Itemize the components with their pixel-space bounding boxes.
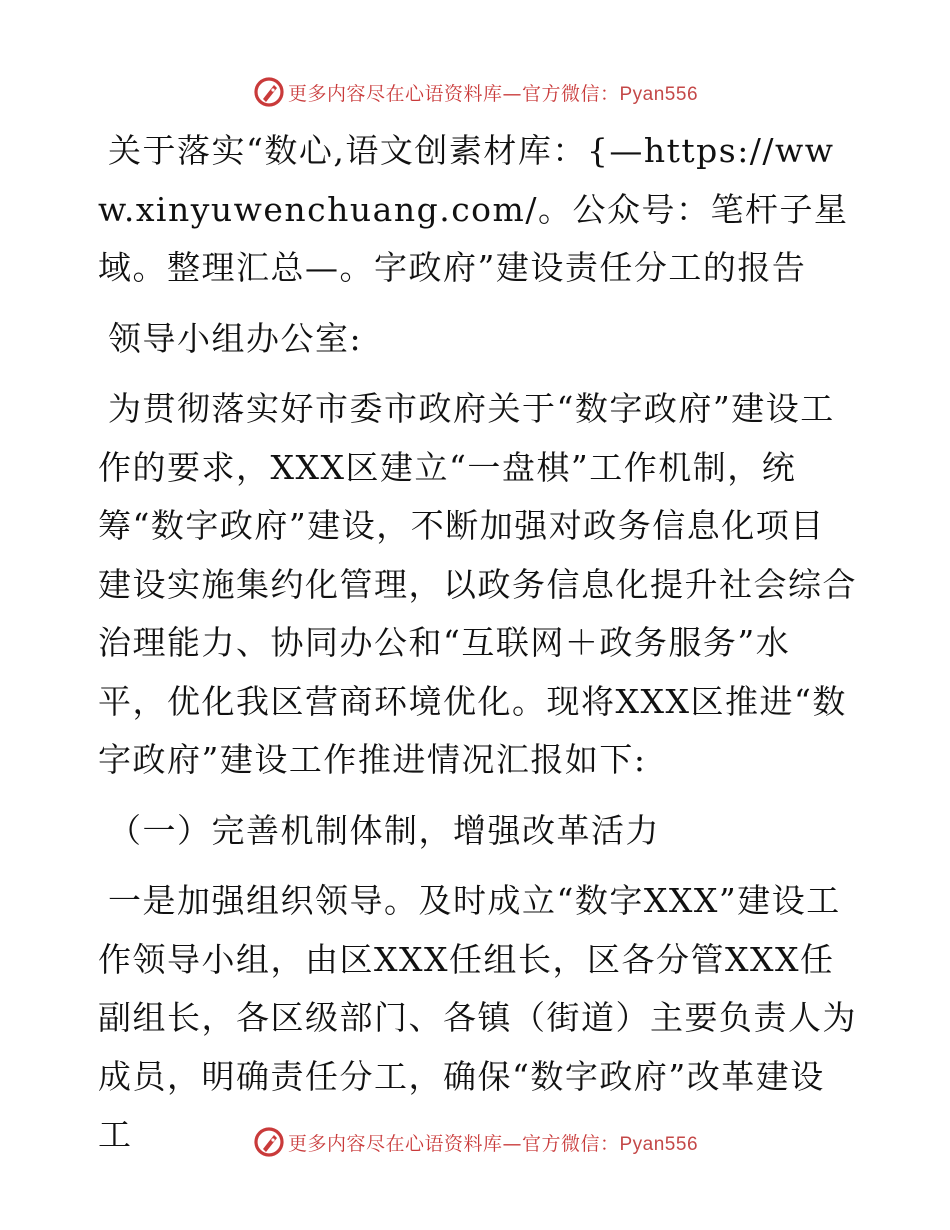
intro-paragraph: 为贯彻落实好市委市政府关于“数字政府”建设工作的要求，XXX区建立“一盘棋”工作机制，统筹“数字政府”建设，不断加强对政务信息化项目建设实施集约化管理，以政务信息化提升社会综合治理能力、协同办公和“互联网＋政务服务”水平，优化我区营商环境优化。现将XXX区推进“数字政府”建设工作推进情况汇报如下:	[98, 389, 857, 779]
document-body	[98, 122, 858, 1165]
document-title: 关于落实“数心,语文创素材库：{—https://www.xinyuwenchuang.com/。公众号：笔杆子星域。整理汇总—。字政府”建设责任分工的报告	[98, 131, 849, 287]
watermark-text	[288, 1129, 698, 1156]
watermark-text	[288, 79, 698, 106]
header-watermark	[0, 72, 950, 112]
watermark-main: 更多内容尽在心语资料库—官方微信：	[287, 82, 620, 105]
watermark-main: 更多内容尽在心语资料库—官方微信：	[287, 1132, 620, 1155]
salutation: 领导小组办公室:	[108, 318, 363, 358]
pen-nib-circle-icon	[252, 75, 286, 109]
pen-nib-circle-icon	[252, 1125, 286, 1159]
footer-watermark	[0, 1122, 950, 1162]
body-paragraph: 一是加强组织领导。及时成立“数字XXX”建设工作领导小组，由区XXX任组长，区各分管XXX任副组长，各区级部门、各镇（街道）主要负责人为成员，明确责任分工，确保“数字政府”改革建设工	[98, 881, 857, 1154]
section-heading: （一）完善机制体制，增强改革活力	[108, 810, 660, 850]
watermark-account: Pyan556	[619, 83, 699, 105]
watermark-account: Pyan556	[619, 1133, 699, 1155]
